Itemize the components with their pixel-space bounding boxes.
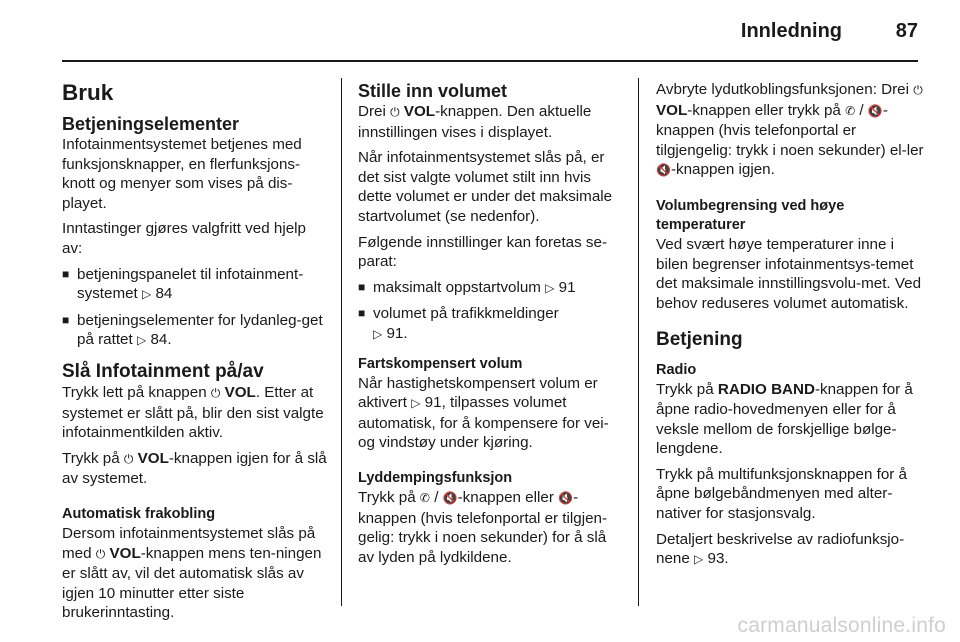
page-ref-link[interactable]: 84. bbox=[150, 331, 172, 349]
list-item: ■ betjeningselementer for lydanleg-get på rattet ▷ 84. bbox=[62, 311, 330, 351]
paragraph: Trykk på ✆ / 🔇-knappen eller 🔇-knappen (hvis telefonportal er tilgjen-gelig: trykk i noen sekunder) for å slå av lyden på lydkildene. bbox=[358, 488, 608, 566]
bullet-list bbox=[358, 278, 626, 345]
paragraph: Infotainmentsystemet betjenes med funksjonsknapper, en flerfunksjons-knott og menyer som vises på dis-playet. bbox=[62, 136, 302, 212]
column-divider-1 bbox=[341, 78, 342, 606]
vol-knob-label: VOL bbox=[109, 544, 141, 562]
watermark: carmanualsonline.info bbox=[737, 614, 946, 637]
page-ref-link[interactable]: 91 bbox=[424, 394, 442, 412]
heading-automatisk-frakobling: Automatisk frakobling bbox=[62, 505, 216, 522]
heading-stille-inn-volumet: Stille inn volumet bbox=[358, 81, 508, 101]
page-ref-link[interactable]: 84 bbox=[155, 285, 173, 303]
bullet-list bbox=[62, 265, 330, 351]
radio-band-button-label: RADIO BAND bbox=[717, 381, 815, 399]
crossref-icon: ▷ bbox=[545, 280, 555, 295]
vol-knob-label: VOL bbox=[656, 101, 688, 119]
paragraph: Trykk på RADIO BAND-knappen for å åpne radio-hovedmenyen eller for å veksle mellom de forskjellige bølge-lengdene. bbox=[656, 381, 913, 458]
column-divider-2 bbox=[638, 78, 639, 606]
phone-icon: ✆ bbox=[419, 490, 430, 505]
page-ref-link[interactable]: 93. bbox=[707, 550, 729, 568]
paragraph: Dersom infotainmentsystemet slås på med ⏻ VOL-knappen mens ten-ningen er slått av, vil det automatisk slås av igjen 10 minutter etter siste brukerinntasting. bbox=[62, 524, 322, 622]
crossref-icon: ▷ bbox=[694, 552, 704, 567]
power-icon: ⏻ bbox=[913, 83, 923, 97]
paragraph: Når infotainmentsystemet slås på, er det sist valgte volumet stilt inn hvis dette volumet er under det maksimale startvolumet (se nedenfor). bbox=[358, 149, 613, 225]
page-ref-link[interactable]: 91 bbox=[558, 278, 576, 296]
crossref-icon: ▷ bbox=[411, 396, 421, 411]
column-1 bbox=[62, 80, 330, 629]
vol-knob-label: VOL bbox=[403, 103, 436, 120]
vol-knob-label: VOL bbox=[224, 383, 256, 401]
heading-radio: Radio bbox=[656, 362, 697, 379]
page-ref-link[interactable]: 91. bbox=[386, 324, 408, 342]
paragraph: Drei ⏻ VOL-knappen. Den aktuelle innstillingen vises i displayet. bbox=[358, 103, 592, 141]
power-icon: ⏻ bbox=[390, 105, 400, 119]
heading-sla-infotainment: Slå Infotainment på/av bbox=[62, 360, 264, 382]
crossref-icon: ▷ bbox=[142, 287, 152, 302]
paragraph: Følgende innstillinger kan foretas se-parat: bbox=[358, 233, 608, 271]
paragraph: Ved svært høye temperaturer inne i bilen begrenser infotainmentsys-temet det maksimale innstillingsvolu-met. Ved behov reduseres volumet automatisk. bbox=[656, 235, 922, 312]
heading-betjening: Betjening bbox=[656, 329, 743, 351]
power-icon: ⏻ bbox=[95, 546, 106, 561]
paragraph: Trykk lett på knappen ⏻ VOL. Etter at systemet er slått på, blir den sist valgte infotainmentkilden aktiv. bbox=[62, 383, 324, 442]
heading-betjeningselementer: Betjeningselementer bbox=[62, 114, 240, 134]
mute-icon: 🔇 bbox=[867, 103, 883, 118]
vol-knob-label: VOL bbox=[137, 449, 169, 467]
heading-fartskompensert-volum: Fartskompensert volum bbox=[358, 355, 523, 372]
list-item: ■ betjeningspanelet til infotainment-systemet ▷ 84 bbox=[62, 265, 330, 305]
power-icon: ⏻ bbox=[210, 385, 221, 400]
header-divider bbox=[62, 60, 918, 62]
page-title: Innledning bbox=[740, 20, 842, 42]
paragraph: Detaljert beskrivelse av radiofunksjo-nene ▷ 93. bbox=[656, 530, 905, 568]
paragraph: Trykk på multifunksjonsknappen for å åpne bølgebåndmenyen med alter-nativer for stasjonsvalg. bbox=[656, 465, 907, 522]
mute-icon: 🔇 bbox=[558, 490, 574, 505]
paragraph: Inntastinger gjøres valgfritt ved hjelp av: bbox=[62, 220, 306, 257]
heading-volumbegrensing: Volumbegrensing ved høye temperaturer bbox=[656, 197, 845, 233]
mute-icon: 🔇 bbox=[656, 163, 671, 178]
paragraph: Trykk på ⏻ VOL-knappen igjen for å slå av systemet. bbox=[62, 449, 327, 488]
mute-icon: 🔇 bbox=[442, 490, 458, 505]
page-header bbox=[0, 0, 960, 62]
phone-icon: ✆ bbox=[845, 103, 856, 118]
column-2 bbox=[358, 80, 626, 573]
power-icon: ⏻ bbox=[123, 451, 134, 466]
paragraph: Når hastighetskompensert volum er aktivert ▷ 91, tilpasses volumet automatisk, for å kompensere for vei- og vindstøy under kjøring. bbox=[358, 374, 609, 452]
heading-lyddempingsfunksjon: Lyddempingsfunksjon bbox=[358, 469, 513, 486]
crossref-icon: ▷ bbox=[373, 326, 383, 341]
section-heading-bruk: Bruk bbox=[62, 80, 114, 105]
column-3 bbox=[656, 80, 926, 576]
page-number: 87 bbox=[895, 20, 918, 42]
crossref-icon: ▷ bbox=[136, 333, 147, 348]
list-item: ■ volumet på trafikkmeldinger ▷ 91. bbox=[358, 304, 626, 344]
paragraph: Avbryte lydutkoblingsfunksjonen: Drei ⏻ VOL-knappen eller trykk på ✆ / 🔇-knappen (hvis telefonportal er tilgjengelig: trykk i noen sekunder) el-ler 🔇-knappen igjen. bbox=[656, 81, 924, 179]
list-item: ■ maksimalt oppstartvolum ▷ 91 bbox=[358, 278, 626, 299]
